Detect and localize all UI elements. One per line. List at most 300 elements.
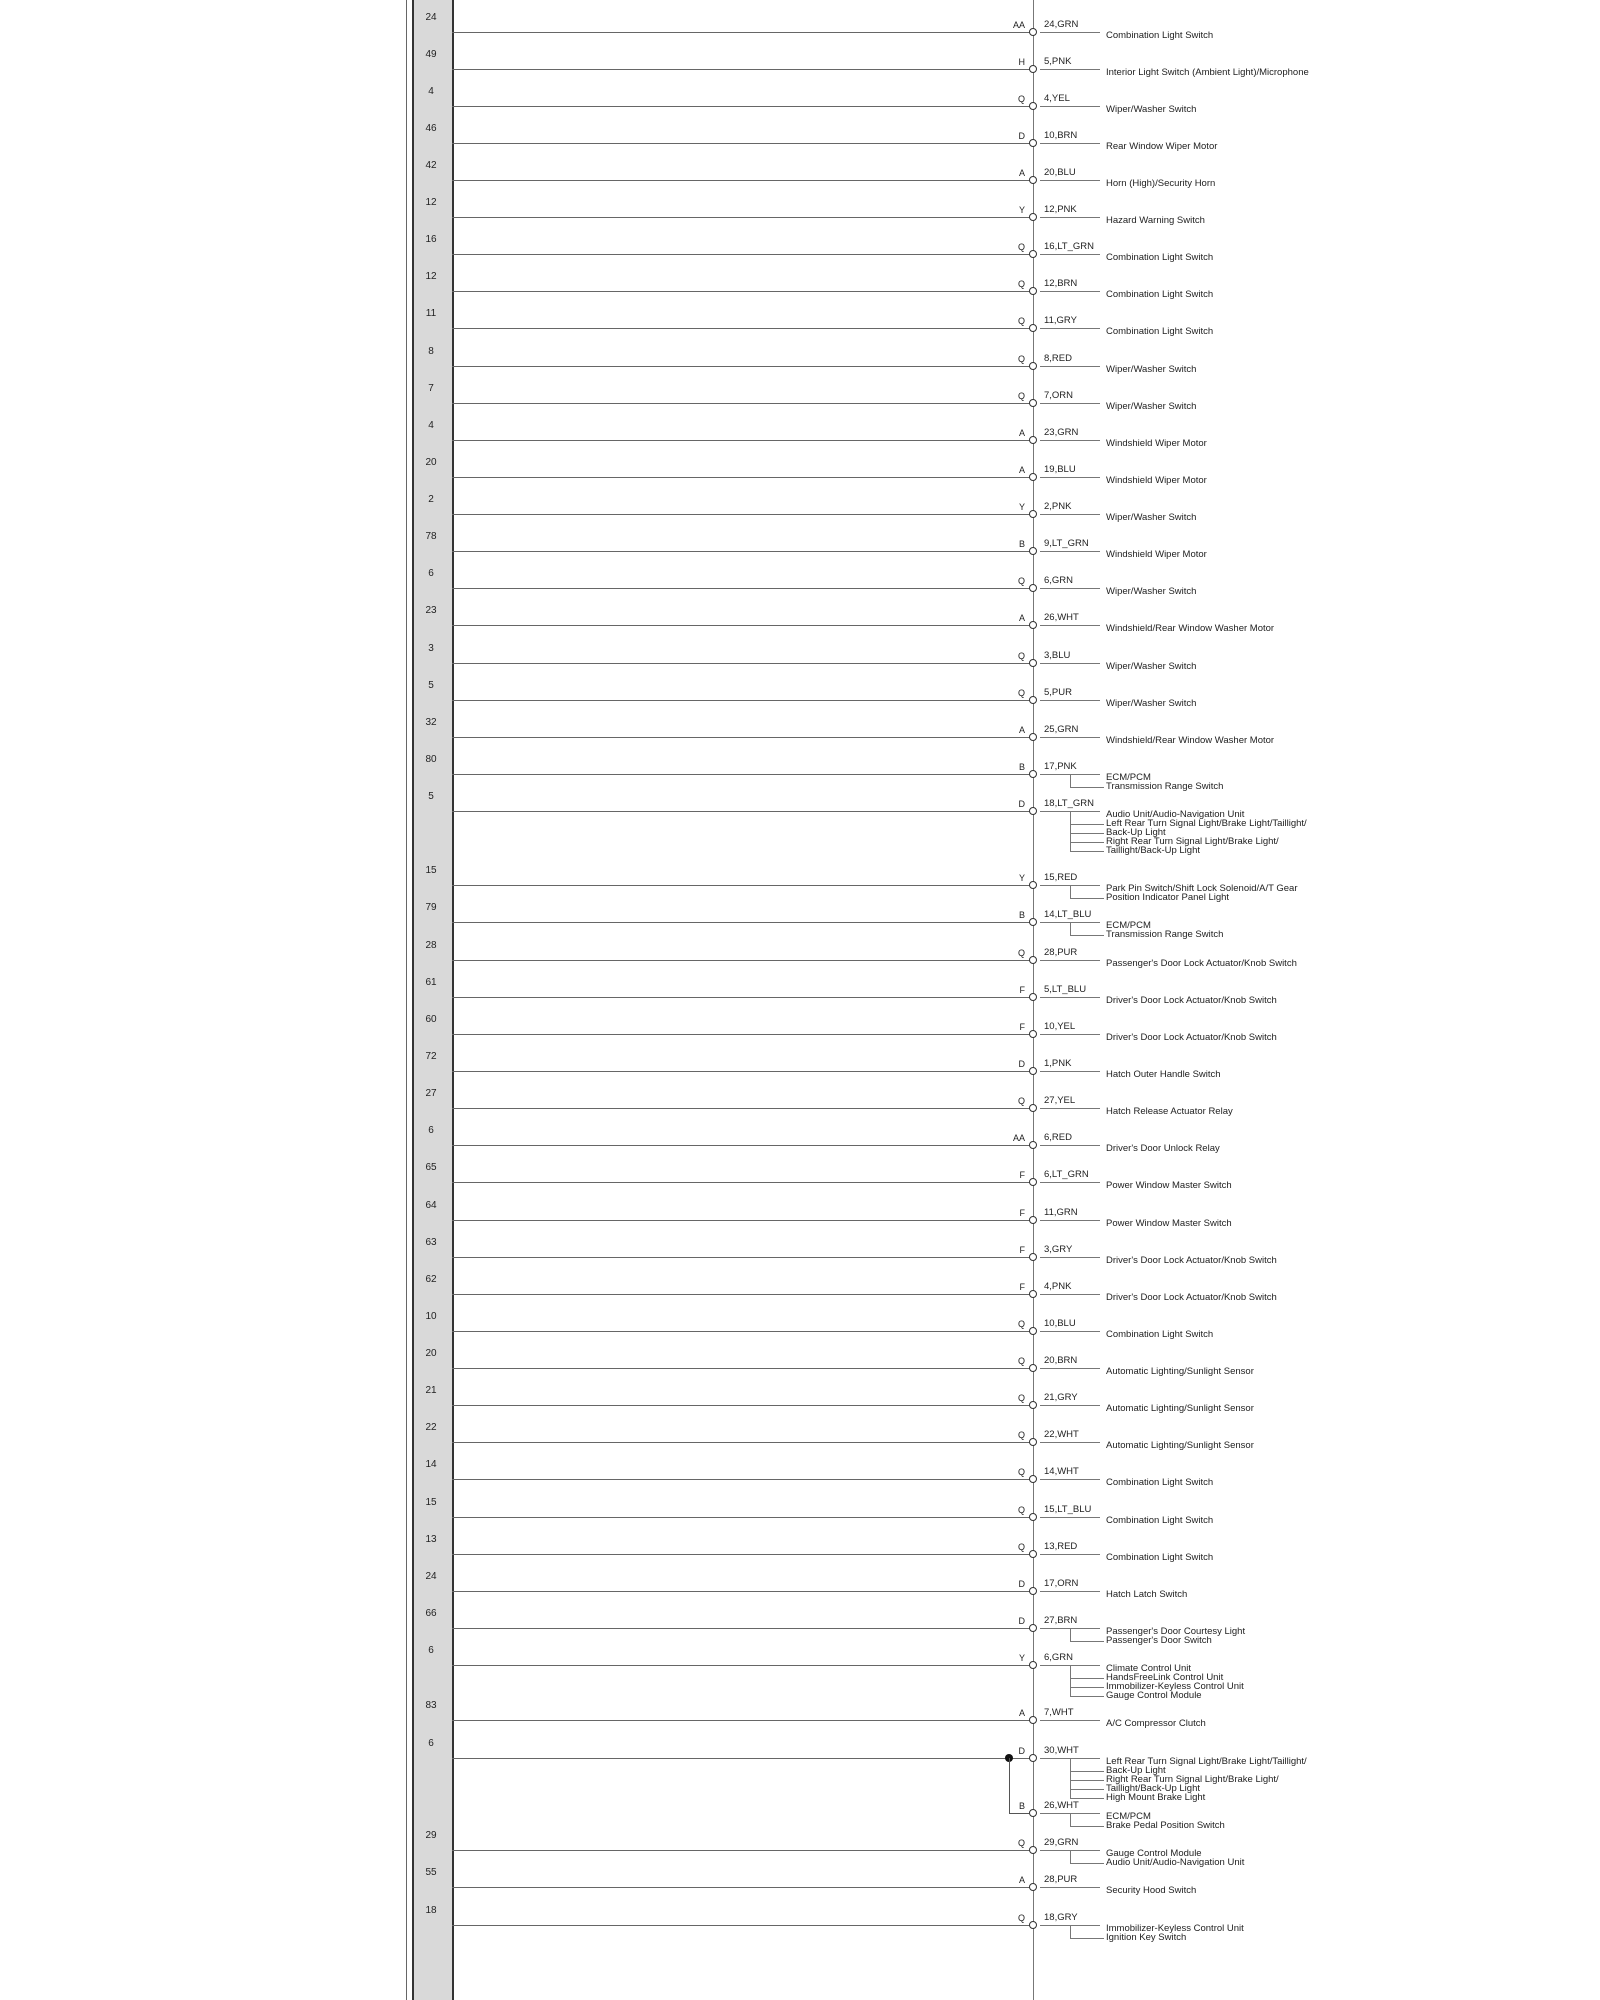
pin-number: 21 [425, 1385, 437, 1396]
destination-label: Automatic Lighting/Sunlight Sensor [1106, 1440, 1254, 1451]
connector-label: B [1018, 910, 1025, 920]
branch-tick [1070, 851, 1104, 852]
terminal-node [1029, 1624, 1037, 1632]
wire-line [452, 1517, 1032, 1518]
wire-code-underline [1040, 69, 1100, 70]
destination-label: Brake Pedal Position Switch [1106, 1820, 1225, 1831]
terminal-node [1029, 1030, 1037, 1038]
wire-code-underline [1040, 700, 1100, 701]
wire-line [452, 1479, 1032, 1480]
connector-label: Q [1017, 1356, 1025, 1366]
connector-label: D [1018, 131, 1025, 141]
wire-line [452, 737, 1032, 738]
pin-number: 46 [425, 123, 437, 134]
destination-label: Immobilizer-Keyless Control Unit [1106, 1681, 1244, 1692]
wire-code: 3,BLU [1044, 650, 1071, 661]
wire-code-underline [1040, 663, 1100, 664]
destination-label: Combination Light Switch [1106, 30, 1214, 41]
wire-code-underline [1040, 1720, 1100, 1721]
destination-label: Automatic Lighting/Sunlight Sensor [1106, 1403, 1254, 1414]
splice-horizontal [1009, 1813, 1029, 1814]
wire-code-underline [1040, 551, 1100, 552]
terminal-node [1029, 1290, 1037, 1298]
connector-label: D [1018, 1616, 1025, 1626]
destination-label: Windshield/Rear Window Washer Motor [1106, 623, 1275, 634]
pin-number: 22 [425, 1422, 437, 1433]
wire-code: 1,PNK [1044, 1058, 1072, 1069]
wire-line [452, 143, 1032, 144]
wire-line [452, 551, 1032, 552]
pin-number: 20 [425, 457, 437, 468]
wire-code: 6,LT_GRN [1044, 1169, 1089, 1180]
wire-row [0, 1497, 1600, 1526]
destination-label: Interior Light Switch (Ambient Light)/Microphone [1106, 67, 1309, 78]
destination-label: Taillight/Back-Up Light [1106, 845, 1200, 856]
destination-label: Right Rear Turn Signal Light/Brake Light/ [1106, 836, 1279, 847]
terminal-node [1029, 324, 1037, 332]
destination-label: Wiper/Washer Switch [1106, 364, 1197, 375]
wire-row [0, 1051, 1600, 1080]
wire-code: 30,WHT [1044, 1745, 1079, 1756]
destination-label: A/C Compressor Clutch [1106, 1718, 1206, 1729]
terminal-node [1029, 770, 1037, 778]
destination-label: Power Window Master Switch [1106, 1218, 1232, 1229]
terminal-node [1029, 1438, 1037, 1446]
destination-label: Audio Unit/Audio-Navigation Unit [1106, 1857, 1245, 1868]
branch-line [1070, 1813, 1071, 1826]
wire-code: 16,LT_GRN [1044, 241, 1094, 252]
wire-code: 18,LT_GRN [1044, 798, 1094, 809]
wire-code: 2,PNK [1044, 501, 1072, 512]
wire-code-underline [1040, 440, 1100, 441]
terminal-node [1029, 1661, 1037, 1669]
branch-line [1070, 774, 1071, 787]
wire-row [0, 605, 1600, 634]
destination-label: Automatic Lighting/Sunlight Sensor [1106, 1366, 1254, 1377]
wire-code-underline [1040, 1442, 1100, 1443]
destination-label: Wiper/Washer Switch [1106, 104, 1197, 115]
pin-number: 5 [428, 791, 434, 802]
destination-label: Driver's Door Lock Actuator/Knob Switch [1106, 1292, 1277, 1303]
branch-line [1070, 922, 1071, 935]
wire-code: 13,RED [1044, 1541, 1078, 1552]
wire-line [452, 1071, 1032, 1072]
terminal-node [1029, 1327, 1037, 1335]
terminal-node [1029, 473, 1037, 481]
wire-code-underline [1040, 32, 1100, 33]
destination-label: Combination Light Switch [1106, 1329, 1214, 1340]
wire-row [0, 1200, 1600, 1229]
pin-number: 64 [425, 1200, 437, 1211]
destination-label: Horn (High)/Security Horn [1106, 178, 1216, 189]
connector-label: D [1018, 1579, 1025, 1589]
terminal-node [1029, 1216, 1037, 1224]
connector-label: Y [1018, 502, 1025, 512]
wire-row [0, 1014, 1600, 1043]
pin-number: 66 [425, 1608, 437, 1619]
destination-label: Passenger's Door Courtesy Light [1106, 1626, 1246, 1637]
wire-code-underline [1040, 1405, 1100, 1406]
connector-label: Q [1017, 1467, 1025, 1477]
wire-line [452, 69, 1032, 70]
destination-label: Security Hood Switch [1106, 1885, 1197, 1896]
wire-code: 5,PUR [1044, 687, 1072, 698]
destination-label: Hazard Warning Switch [1106, 215, 1205, 226]
terminal-node [1029, 102, 1037, 110]
destination-label: Driver's Door Unlock Relay [1106, 1143, 1220, 1154]
wire-line [452, 663, 1032, 664]
pin-number: 6 [428, 1738, 434, 1749]
pin-number: 55 [425, 1867, 437, 1878]
destination-label: Ignition Key Switch [1106, 1932, 1187, 1943]
pin-number: 20 [425, 1348, 437, 1359]
terminal-node [1029, 1253, 1037, 1261]
wire-code-underline [1040, 514, 1100, 515]
pin-number: 32 [425, 717, 437, 728]
destination-label: Transmission Range Switch [1106, 781, 1224, 792]
connector-label: A [1018, 725, 1025, 735]
connector-label: B [1018, 762, 1025, 772]
pin-number: 61 [425, 977, 437, 988]
wire-code: 20,BLU [1044, 167, 1076, 178]
terminal-node [1029, 362, 1037, 370]
wire-code-underline [1040, 1220, 1100, 1221]
branch-tick [1070, 1789, 1104, 1790]
destination-label: Combination Light Switch [1106, 326, 1214, 337]
destination-label: Hatch Release Actuator Relay [1106, 1106, 1233, 1117]
wire-row [0, 1385, 1600, 1414]
wire-line [452, 1758, 1032, 1759]
destination-label: Windshield Wiper Motor [1106, 549, 1207, 560]
wire-line [452, 366, 1032, 367]
wire-line [452, 700, 1032, 701]
pin-number: 24 [425, 12, 437, 23]
connector-label: Y [1018, 873, 1025, 883]
destination-label: Wiper/Washer Switch [1106, 512, 1197, 523]
branch-tick [1070, 824, 1104, 825]
wire-row [0, 977, 1600, 1006]
pin-number: 49 [425, 49, 437, 60]
wire-row [0, 680, 1600, 709]
wire-code: 7,ORN [1044, 390, 1074, 401]
pin-number: 12 [425, 271, 437, 282]
wire-code-underline [1040, 997, 1100, 998]
branch-tick [1070, 1780, 1104, 1781]
wire-code: 6,GRN [1044, 1652, 1074, 1663]
wire-row [0, 1422, 1600, 1451]
wire-code: 22,WHT [1044, 1429, 1079, 1440]
connector-label: Q [1017, 651, 1025, 661]
terminal-node [1029, 28, 1037, 36]
branch-tick [1070, 1938, 1104, 1939]
branch-tick [1070, 1863, 1104, 1864]
wire-code: 28,PUR [1044, 1874, 1078, 1885]
connector-label: Q [1017, 279, 1025, 289]
terminal-node [1029, 287, 1037, 295]
wire-code-underline [1040, 291, 1100, 292]
wire-line [452, 106, 1032, 107]
wire-line [452, 588, 1032, 589]
wire-row [0, 1905, 1600, 1943]
wire-code: 4,YEL [1044, 93, 1070, 104]
wire-row [0, 1125, 1600, 1154]
pin-number: 18 [425, 1905, 437, 1916]
wire-row [0, 1608, 1600, 1646]
wire-row [0, 1237, 1600, 1266]
control-unit-border [406, 0, 407, 2000]
wire-row [0, 197, 1600, 226]
wire-row [0, 308, 1600, 337]
wire-line [452, 1368, 1032, 1369]
pin-number: 13 [425, 1534, 437, 1545]
wire-row [0, 902, 1600, 940]
destination-label: Climate Control Unit [1106, 1663, 1191, 1674]
wire-row [0, 568, 1600, 597]
terminal-node [1029, 993, 1037, 1001]
terminal-node [1029, 1716, 1037, 1724]
wire-line [452, 1220, 1032, 1221]
destination-label: Rear Window Wiper Motor [1106, 141, 1218, 152]
wire-code: 12,BRN [1044, 278, 1078, 289]
terminal-node [1029, 696, 1037, 704]
destination-label: Combination Light Switch [1106, 1552, 1214, 1563]
wire-code-underline [1040, 1294, 1100, 1295]
terminal-node [1029, 1846, 1037, 1854]
wire-line [452, 328, 1032, 329]
connector-label: A [1018, 168, 1025, 178]
branch-tick [1070, 1798, 1104, 1799]
destination-label: Back-Up Light [1106, 827, 1166, 838]
terminal-node [1029, 510, 1037, 518]
wire-row [0, 271, 1600, 300]
wire-row [0, 383, 1600, 412]
destination-label: Taillight/Back-Up Light [1106, 1783, 1200, 1794]
terminal-node [1029, 1883, 1037, 1891]
terminal-node [1029, 65, 1037, 73]
connector-label: Q [1017, 316, 1025, 326]
wire-line [452, 1182, 1032, 1183]
terminal-node [1029, 1364, 1037, 1372]
connector-label: Q [1017, 1319, 1025, 1329]
wire-row [0, 1700, 1600, 1729]
pin-number: 3 [428, 643, 434, 654]
wire-code-underline [1040, 477, 1100, 478]
pin-number: 5 [428, 680, 434, 691]
connector-label: Q [1017, 1505, 1025, 1515]
pin-number: 63 [425, 1237, 437, 1248]
wire-code-underline [1040, 106, 1100, 107]
terminal-node [1029, 547, 1037, 555]
connector-label: Q [1017, 391, 1025, 401]
wire-code: 6,RED [1044, 1132, 1072, 1143]
branch-tick [1070, 898, 1104, 899]
wire-row [0, 1830, 1600, 1868]
pin-number: 10 [425, 1311, 437, 1322]
wire-row [0, 940, 1600, 969]
destination-label: Immobilizer-Keyless Control Unit [1106, 1923, 1244, 1934]
connector-label: A [1018, 465, 1025, 475]
connector-label: F [1019, 1170, 1025, 1180]
wire-row [0, 1800, 1600, 1831]
wire-code-underline [1040, 180, 1100, 181]
branch-tick [1070, 1641, 1104, 1642]
connector-label: Q [1017, 354, 1025, 364]
connector-label: Q [1017, 948, 1025, 958]
wire-line [452, 1887, 1032, 1888]
wire-row [0, 865, 1600, 903]
wire-row [0, 1311, 1600, 1340]
wire-code-underline [1040, 588, 1100, 589]
wire-line [452, 1108, 1032, 1109]
connector-label: F [1019, 1208, 1025, 1218]
branch-tick [1070, 935, 1104, 936]
connector-label: A [1018, 1708, 1025, 1718]
wire-code: 17,ORN [1044, 1578, 1079, 1589]
wire-line [452, 1331, 1032, 1332]
wire-row [0, 494, 1600, 523]
wire-row [0, 12, 1600, 41]
wire-code: 21,GRY [1044, 1392, 1078, 1403]
wire-line [452, 32, 1032, 33]
branch-tick [1070, 842, 1104, 843]
wire-line [452, 1294, 1032, 1295]
pin-number: 60 [425, 1014, 437, 1025]
destination-label: Windshield Wiper Motor [1106, 475, 1207, 486]
wire-code: 15,RED [1044, 872, 1078, 883]
terminal-node [1029, 176, 1037, 184]
connector-label: F [1019, 985, 1025, 995]
destination-label: ECM/PCM [1106, 920, 1151, 931]
wire-code: 4,PNK [1044, 1281, 1072, 1292]
terminal-node [1029, 956, 1037, 964]
terminal-node [1029, 1178, 1037, 1186]
connector-label: D [1018, 799, 1025, 809]
destination-label: Driver's Door Lock Actuator/Knob Switch [1106, 995, 1277, 1006]
terminal-node [1029, 1475, 1037, 1483]
destination-label: Wiper/Washer Switch [1106, 698, 1197, 709]
connector-label: Q [1017, 1542, 1025, 1552]
branch-line [1070, 1758, 1071, 1798]
destination-label: Park Pin Switch/Shift Lock Solenoid/A/T Gear [1106, 883, 1298, 894]
wire-code: 14,WHT [1044, 1466, 1079, 1477]
terminal-node [1029, 436, 1037, 444]
wire-code-underline [1040, 1071, 1100, 1072]
pin-number: 83 [425, 1700, 437, 1711]
terminal-node [1029, 1754, 1037, 1762]
destination-label: Passenger's Door Switch [1106, 1635, 1212, 1646]
wire-row [0, 717, 1600, 746]
wire-line [452, 1145, 1032, 1146]
destination-label: Combination Light Switch [1106, 252, 1214, 263]
destination-label: Driver's Door Lock Actuator/Knob Switch [1106, 1032, 1277, 1043]
wire-code-underline [1040, 1479, 1100, 1480]
destination-label: Hatch Outer Handle Switch [1106, 1069, 1221, 1080]
connector-label: B [1018, 1801, 1025, 1811]
pin-number: 78 [425, 531, 437, 542]
wire-line [452, 291, 1032, 292]
wire-code: 7,WHT [1044, 1707, 1074, 1718]
connector-label: Q [1017, 576, 1025, 586]
wire-line [452, 1442, 1032, 1443]
wire-code-underline [1040, 1034, 1100, 1035]
terminal-node [1029, 659, 1037, 667]
destination-label: Passenger's Door Lock Actuator/Knob Switch [1106, 958, 1297, 969]
pin-number: 12 [425, 197, 437, 208]
wire-line [452, 1034, 1032, 1035]
wire-row [0, 346, 1600, 375]
wire-code: 5,PNK [1044, 56, 1072, 67]
wire-row [0, 531, 1600, 560]
branch-line [1070, 1665, 1071, 1696]
wire-row [0, 1571, 1600, 1600]
connector-label: Q [1017, 1430, 1025, 1440]
wire-line [452, 1554, 1032, 1555]
wire-code-underline [1040, 1591, 1100, 1592]
destination-label: Hatch Latch Switch [1106, 1589, 1188, 1600]
branch-line [1070, 1850, 1071, 1863]
destination-label: Left Rear Turn Signal Light/Brake Light/Taillight/ [1106, 818, 1307, 829]
wire-code: 9,LT_GRN [1044, 538, 1089, 549]
pin-number: 62 [425, 1274, 437, 1285]
wire-code: 14,LT_BLU [1044, 909, 1092, 920]
connector-label: A [1018, 1875, 1025, 1885]
wire-code: 6,GRN [1044, 575, 1074, 586]
pin-number: 4 [428, 420, 434, 431]
wire-row [0, 1348, 1600, 1377]
branch-line [1070, 811, 1071, 851]
wire-code-underline [1040, 1145, 1100, 1146]
pin-number: 6 [428, 1645, 434, 1656]
connector-label: Q [1017, 94, 1025, 104]
terminal-node [1029, 584, 1037, 592]
connector-label: F [1019, 1022, 1025, 1032]
pin-number: 11 [425, 308, 437, 319]
branch-tick [1070, 833, 1104, 834]
wire-code: 12,PNK [1044, 204, 1077, 215]
destination-label: Driver's Door Lock Actuator/Knob Switch [1106, 1255, 1277, 1266]
wire-line [452, 625, 1032, 626]
wire-row [0, 123, 1600, 152]
wire-row [0, 643, 1600, 672]
wire-code-underline [1040, 217, 1100, 218]
connector-label: H [1018, 57, 1025, 67]
branch-tick [1070, 1687, 1104, 1688]
wire-code-underline [1040, 403, 1100, 404]
pin-number: 27 [425, 1088, 437, 1099]
wire-code: 17,PNK [1044, 761, 1077, 772]
destination-label: Transmission Range Switch [1106, 929, 1224, 940]
wire-line [452, 477, 1032, 478]
wire-line [452, 997, 1032, 998]
connector-label: Q [1017, 1096, 1025, 1106]
wire-code-underline [1040, 960, 1100, 961]
wire-line [452, 1405, 1032, 1406]
pin-number: 29 [425, 1830, 437, 1841]
pin-number: 7 [428, 383, 434, 394]
splice-vertical [1009, 1758, 1010, 1813]
wire-row [0, 160, 1600, 189]
wire-code-underline [1040, 366, 1100, 367]
pin-number: 15 [425, 865, 437, 876]
pin-number: 4 [428, 86, 434, 97]
wire-code: 5,LT_BLU [1044, 984, 1087, 995]
destination-label: ECM/PCM [1106, 772, 1151, 783]
pin-number: 80 [425, 754, 437, 765]
destination-label: HandsFreeLink Control Unit [1106, 1672, 1224, 1683]
terminal-node [1029, 1809, 1037, 1817]
wire-code-underline [1040, 1182, 1100, 1183]
wire-row [0, 1459, 1600, 1488]
